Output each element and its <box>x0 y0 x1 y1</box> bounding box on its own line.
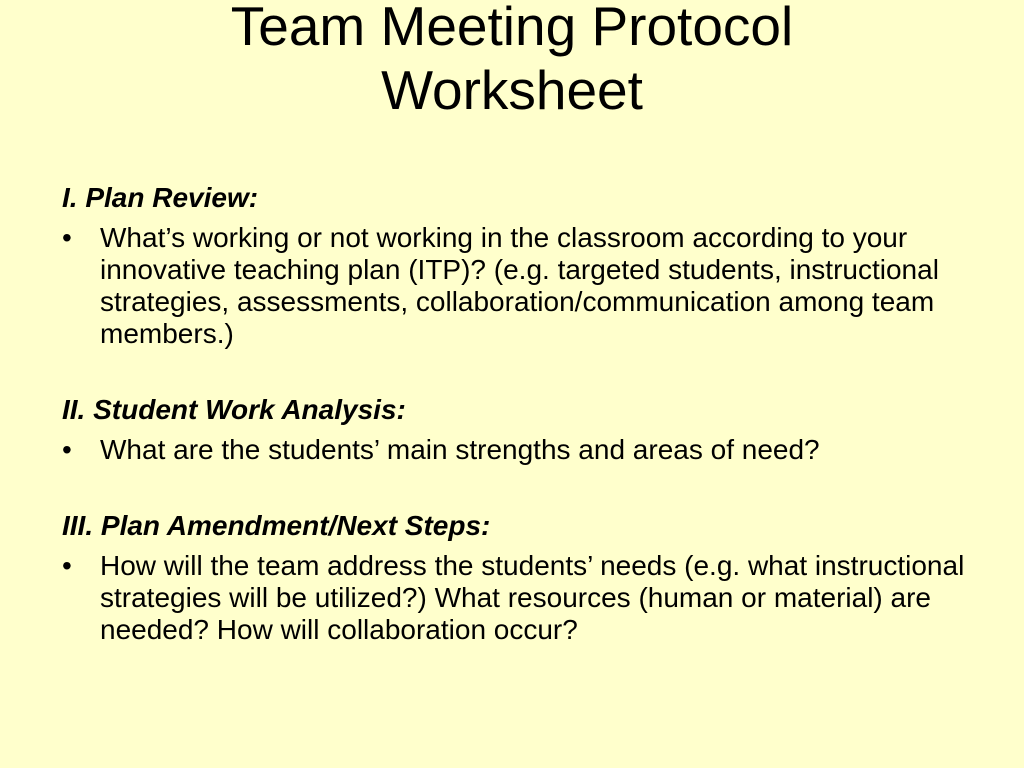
bullet-marker: • <box>62 434 72 465</box>
bullet-text: What’s working or not working in the classroom according to your innovative teaching plan (ITP)? (e.g. targeted students, instructional strategies, assessments, collaboration/communication among team members.) <box>100 222 939 349</box>
title-line-1: Team Meeting Protocol <box>230 0 794 57</box>
slide-body <box>62 180 992 646</box>
bullet-text: How will the team address the students’ needs (e.g. what instructional strategies will be utilized?) What resources (human or material) are needed? How will collaboration occur? <box>100 550 965 645</box>
bullet-text: What are the students’ main strengths and areas of need? <box>100 434 820 465</box>
section-plan-amendment <box>62 508 992 646</box>
title-line-2: Worksheet <box>381 59 643 121</box>
bullet-marker: • <box>62 550 72 581</box>
section-heading: I. Plan Review: <box>62 182 259 213</box>
bullet-marker: • <box>62 222 72 253</box>
section-student-work-analysis <box>62 392 992 466</box>
slide-title <box>0 0 1024 122</box>
section-plan-review <box>62 180 992 350</box>
bullet-item <box>62 550 992 646</box>
section-heading: III. Plan Amendment/Next Steps: <box>62 510 491 541</box>
bullet-item <box>62 222 992 350</box>
section-heading: II. Student Work Analysis: <box>62 394 406 425</box>
bullet-item <box>62 434 992 466</box>
section-spacer <box>62 466 992 508</box>
section-spacer <box>62 350 992 392</box>
